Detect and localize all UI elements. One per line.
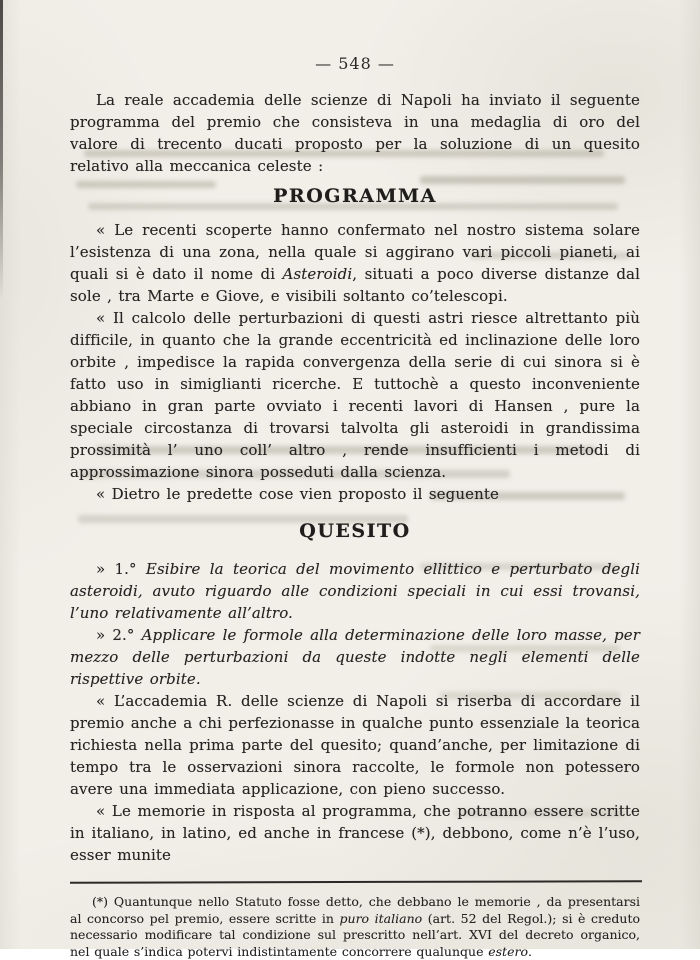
footnote-text: (*) Quantunque nello Statuto fosse detto, che debbano le memorie , da presentarsi al concorso pel premio, essere scritte in puro italiano (art. 52 del Regol.); si è creduto necessario modificare tal condizione sul prescritto nell’art. XVI del decreto organico, nel quale s’indica potervi indistintamente concorrere qualunque estero. [70, 894, 641, 959]
page-number: — 548 — [315, 54, 395, 73]
section-heading-quesito: QUESITO [299, 520, 411, 542]
programma-paragraph-2: « Il calcolo delle perturbazioni di questi astri riesce altrettanto più difficile, in quanto che la grande eccentricità ed inclinazione delle loro orbite , impedisce la rapida convergenza della serie di cui sinora si è fatto uso in simiglianti ricerche. E tuttochè a questo inconveniente abbiano in gran parte ovviato i recenti lavori di Hansen , pure la speciale circostanza di trovarsi talvolta gli asteroidi in grandissima prossimità l’ uno coll’ altro , rende insufficienti i metodi di approssimazione sinora posseduti dalla scienza. [70, 309, 640, 481]
quesito-paragraph-1: « L’accademia R. delle scienze di Napoli si riserba di accordare il premio anche a chi perfezionasse in qualche punto essenziale la teorica richiesta nella prima parte del quesito; quand’anche, per limitazione di tempo tra le osservazioni sinora raccolte, le formole non potessero avere una immediata applicazione, con pieno successo. [70, 692, 640, 798]
programma-paragraph-1: « Le recenti scoperte hanno confermato nel nostro sistema solare l’esistenza di una zona, nella quale si aggirano vari piccoli pianeti, ai quali si è dato il nome di Asteroidi, situati a poco diverse distanze dal sole , tra Marte e Giove, e visibili soltanto co’telescopi. [70, 221, 641, 305]
page-body [70, 0, 640, 960]
programma-paragraph-3: « Dietro le predette cose vien proposto il seguente [96, 485, 499, 503]
quesito-item-1: » 1.° Esibire la teorica del movimento ellittico e perturbato degli asteroidi, avuto riguardo alle condizioni speciali in cui essi trovansi, l’uno relativamente all’altro. [70, 560, 640, 622]
section-heading-programma: PROGRAMMA [273, 185, 437, 207]
scan-edge-artifact [0, 0, 3, 300]
quesito-item-2: » 2.° Applicare le formole alla determinazione delle loro masse, per mezzo delle perturbazioni da queste indotte negli elementi delle rispettive orbite. [70, 626, 640, 688]
footnote-separator [70, 880, 642, 883]
quesito-paragraph-2: « Le memorie in risposta al programma, che potranno essere scritte in italiano, in latino, ed anche in francese (*), debbono, come n’è l’uso, esser munite [70, 802, 640, 864]
intro-paragraph: La reale accademia delle scienze di Napoli ha inviato il seguente programma del premio che consisteva in una medaglia di oro del valore di trecento ducati proposto per la soluzione di un quesito relativo alla meccanica celeste : [70, 91, 640, 175]
